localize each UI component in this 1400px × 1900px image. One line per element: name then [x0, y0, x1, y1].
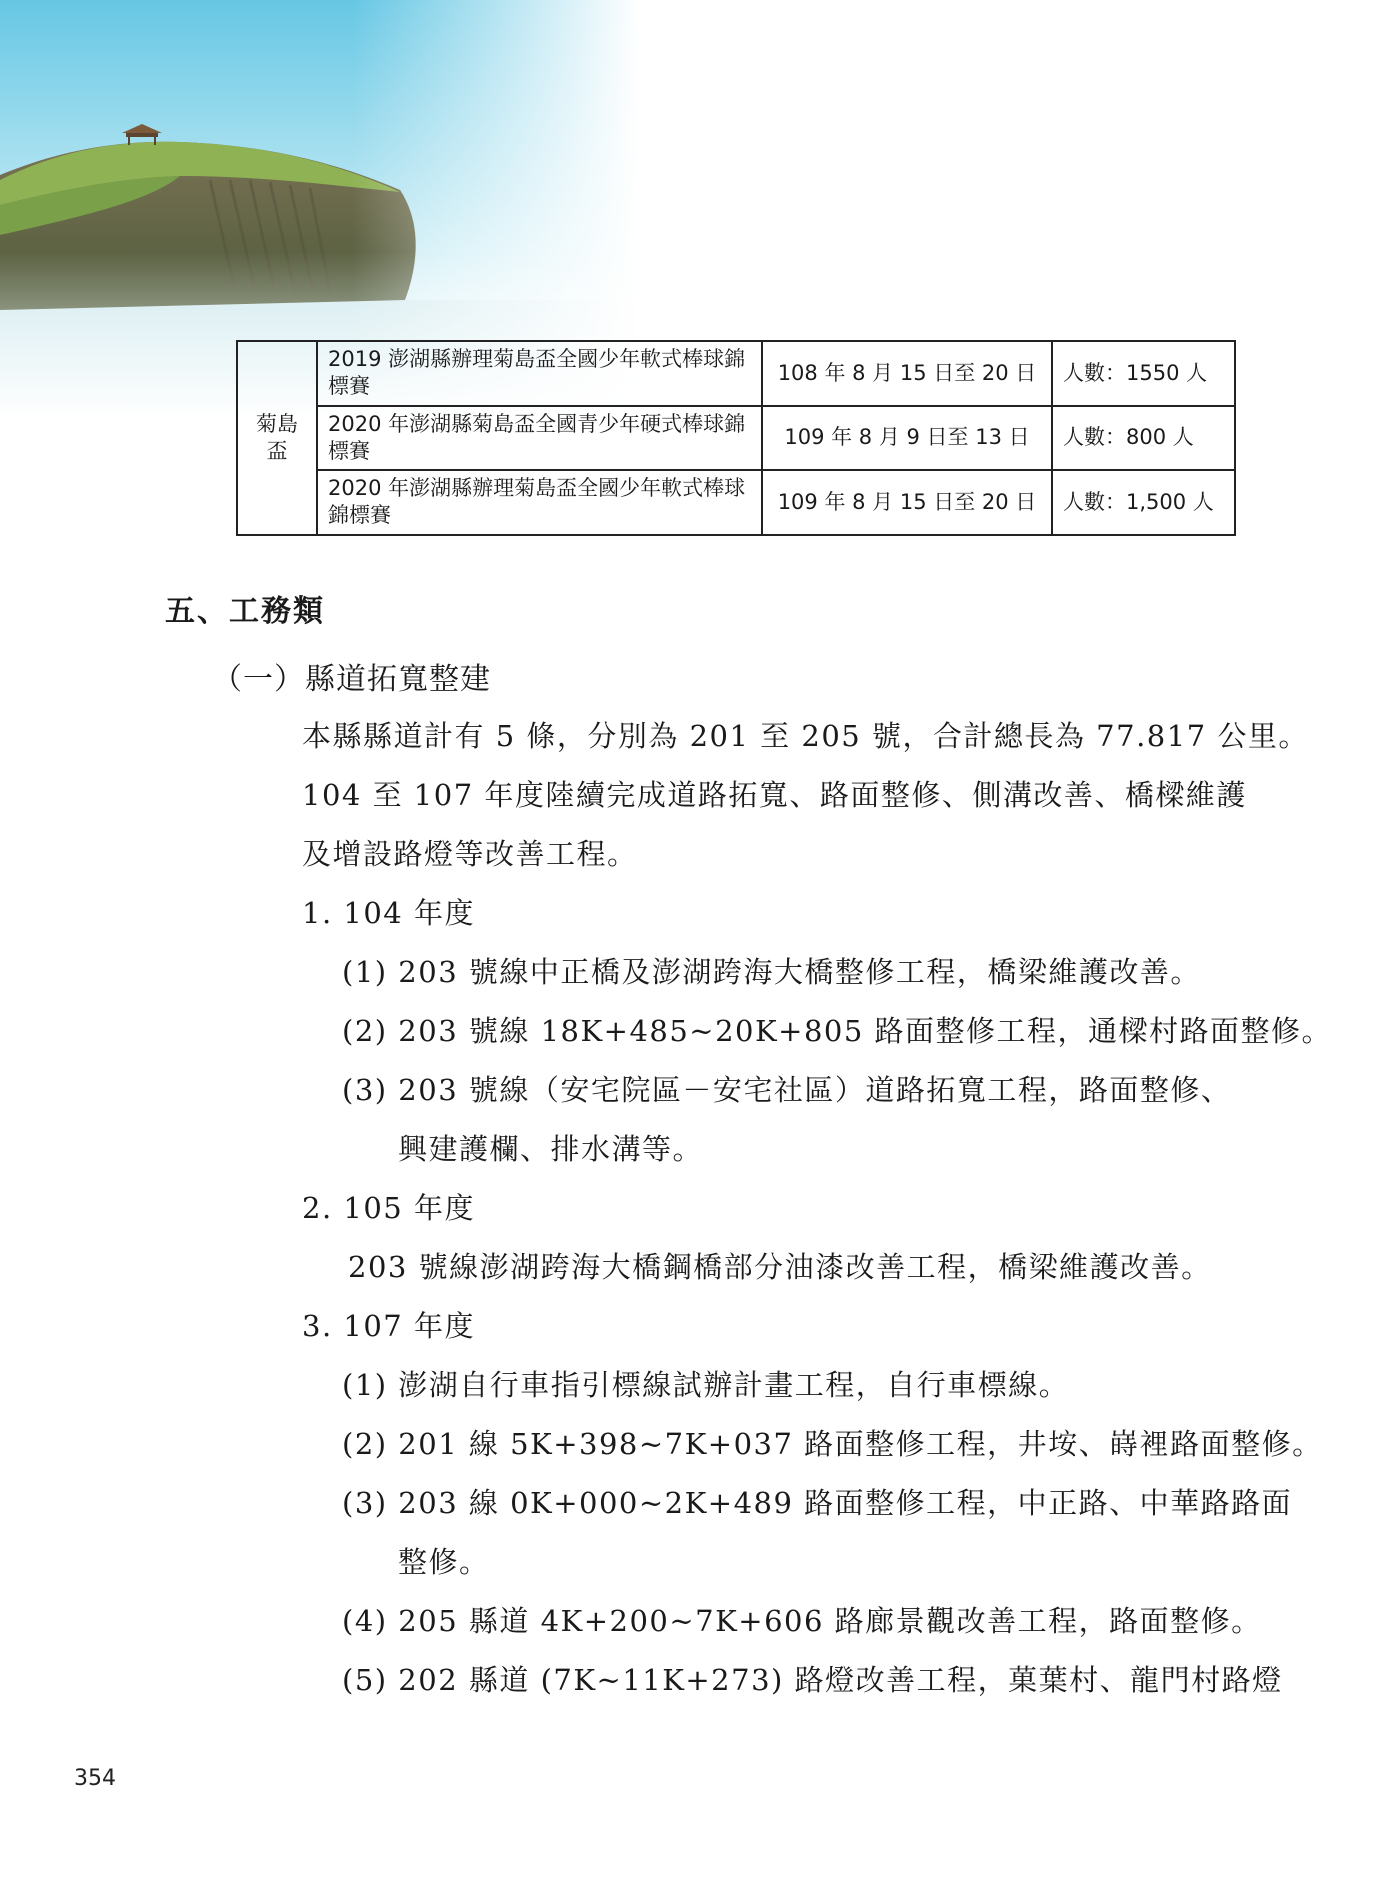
list-item: (3) 203 線 0K+000~2K+489 路面整修工程，中正路、中華路路面 [342, 1486, 1293, 1520]
table-row [237, 470, 1235, 535]
table-row [237, 341, 1235, 406]
event-table [236, 340, 1236, 536]
year-heading: 1. 104 年度 [302, 896, 475, 930]
list-item-continuation: 興建護欄、排水溝等。 [398, 1132, 704, 1166]
intro-paragraph-line: 本縣縣道計有 5 條，分別為 201 至 205 號，合計總長為 77.817 公里。 [302, 719, 1309, 753]
intro-paragraph-line: 104 至 107 年度陸續完成道路拓寬、路面整修、側溝改善、橋樑維護 [302, 778, 1247, 812]
year-description: 203 號線澎湖跨海大橋鋼橋部分油漆改善工程，橋梁維護改善。 [348, 1250, 1212, 1284]
list-item: (1) 203 號線中正橋及澎湖跨海大橋整修工程，橋梁維護改善。 [342, 955, 1201, 989]
intro-paragraph-line: 及增設路燈等改善工程。 [302, 837, 638, 871]
section-heading: 五、工務類 [165, 594, 325, 629]
list-item: (3) 203 號線（安宅院區－安宅社區）道路拓寬工程，路面整修、 [342, 1073, 1232, 1107]
event-name-cell: 2020 年澎湖縣菊島盃全國青少年硬式棒球錦標賽 [317, 406, 762, 471]
list-item: (2) 201 線 5K+398~7K+037 路面整修工程，井垵、嵵裡路面整修。 [342, 1427, 1323, 1461]
attendance-cell: 人數：800 人 [1052, 406, 1235, 471]
event-dates-cell: 108 年 8 月 15 日至 20 日 [762, 341, 1052, 406]
list-item: (2) 203 號線 18K+485~20K+805 路面整修工程，通樑村路面整修。 [342, 1014, 1333, 1048]
event-name-cell: 2020 年澎湖縣辦理菊島盃全國少年軟式棒球錦標賽 [317, 470, 762, 535]
event-name-cell: 2019 澎湖縣辦理菊島盃全國少年軟式棒球錦標賽 [317, 341, 762, 406]
year-heading: 3. 107 年度 [302, 1309, 475, 1343]
attendance-cell: 人數：1550 人 [1052, 341, 1235, 406]
year-heading: 2. 105 年度 [302, 1191, 475, 1225]
page-number: 354 [74, 1766, 116, 1791]
category-cell: 菊島盃 [237, 341, 317, 535]
list-item: (4) 205 縣道 4K+200~7K+606 路廊景觀改善工程，路面整修。 [342, 1604, 1262, 1638]
event-dates-cell: 109 年 8 月 15 日至 20 日 [762, 470, 1052, 535]
list-item: (1) 澎湖自行車指引標線試辦計畫工程，自行車標線。 [342, 1368, 1070, 1402]
subsection-heading: （一）縣道拓寬整建 [212, 662, 491, 697]
table-row [237, 406, 1235, 471]
list-item-continuation: 整修。 [398, 1545, 490, 1579]
attendance-cell: 人數：1,500 人 [1052, 470, 1235, 535]
event-dates-cell: 109 年 8 月 9 日至 13 日 [762, 406, 1052, 471]
list-item: (5) 202 縣道 (7K~11K+273) 路燈改善工程，菓葉村、龍門村路燈 [342, 1663, 1283, 1697]
